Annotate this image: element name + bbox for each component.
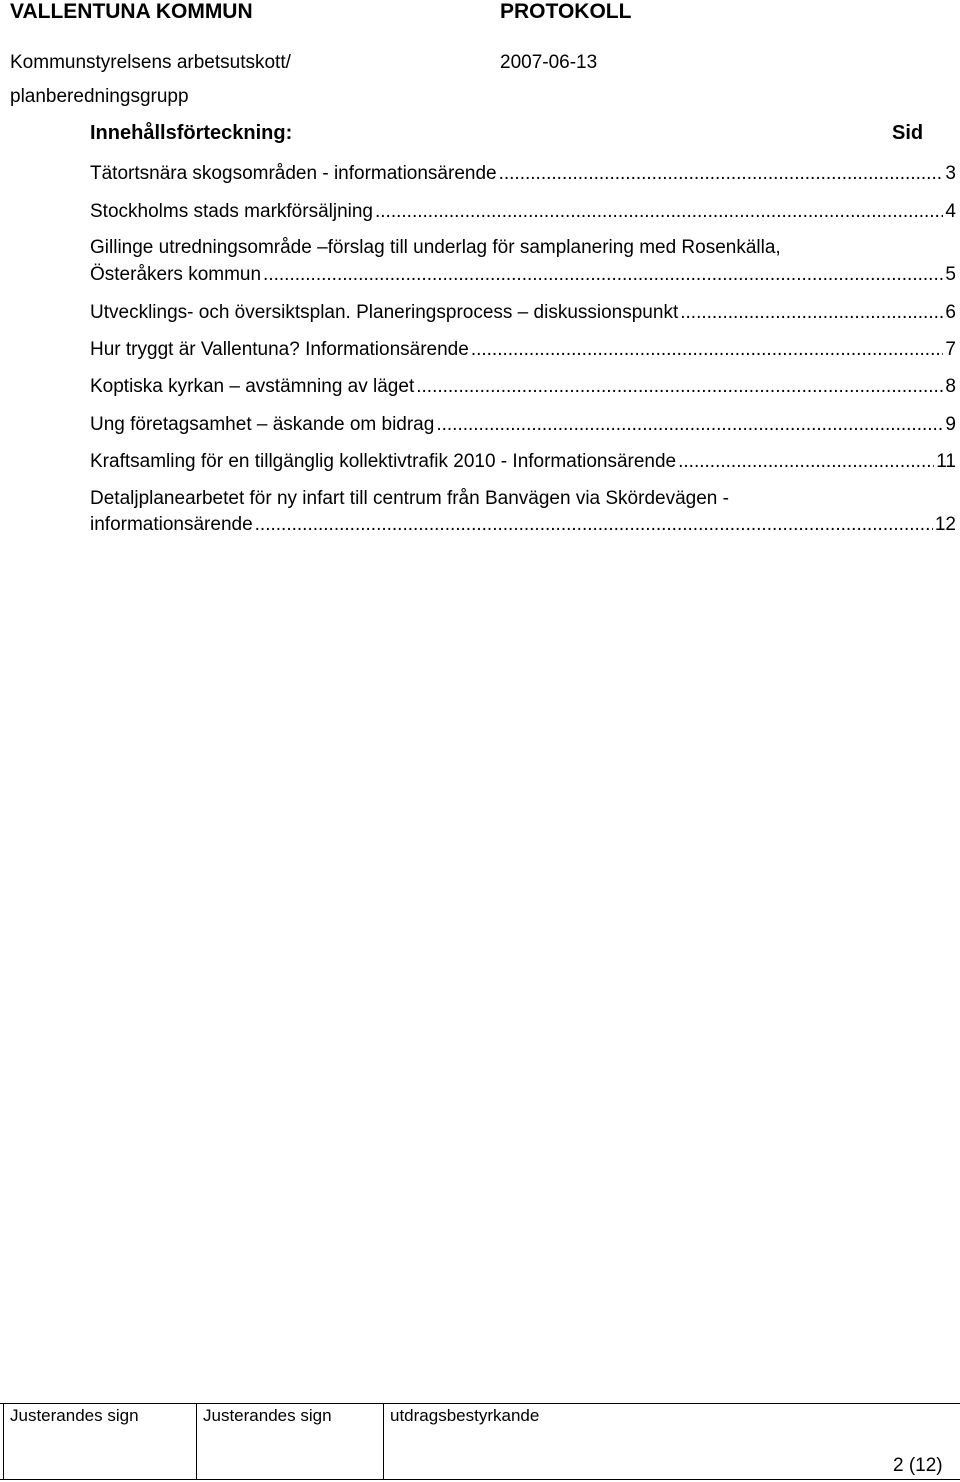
- toc-entry-title: Kraftsamling för en tillgänglig kollektivtrafik 2010 - Informationsärende: [90, 451, 677, 472]
- committee-name: Kommunstyrelsens arbetsutskott/: [10, 52, 291, 73]
- toc-entry-page: 4: [945, 201, 956, 222]
- toc-entry-page: 11: [936, 451, 956, 472]
- toc-leader-dots: [255, 514, 933, 536]
- toc-entry[interactable]: [90, 339, 956, 361]
- toc-title: Innehållsförteckning:: [90, 122, 293, 144]
- footer-extract-label: utdragsbestyrkande: [390, 1406, 540, 1425]
- toc-entry-page: 8: [945, 376, 956, 397]
- toc-entry-title: Österåkers kommun: [90, 264, 262, 285]
- toc-leader-dots: [263, 264, 943, 286]
- footer-divider: [196, 1403, 197, 1479]
- footer-top-rule: [0, 1403, 960, 1404]
- toc-entry[interactable]: [90, 201, 956, 223]
- footer-divider: [383, 1403, 384, 1479]
- committee-name-cont: planberedningsgrupp: [10, 86, 189, 107]
- page-number: 2 (12): [893, 1455, 943, 1476]
- toc-entry-title: Stockholms stads markförsäljning: [90, 201, 373, 222]
- toc-leader-dots: [680, 302, 943, 324]
- toc-page-column-label: Sid: [892, 122, 924, 144]
- meeting-date: 2007-06-13: [500, 52, 598, 73]
- toc-entry-title: Koptiska kyrkan – avstämning av läget: [90, 376, 415, 397]
- toc-entry-title: informationsärende: [90, 514, 253, 535]
- toc-entry[interactable]: [90, 514, 956, 536]
- toc-leader-dots: [375, 201, 943, 223]
- toc-entry-page: 7: [945, 339, 956, 360]
- toc-leader-dots: [436, 414, 943, 436]
- footer-sign-label: Justerandes sign: [10, 1406, 139, 1425]
- toc-entry[interactable]: [90, 451, 956, 473]
- toc-entry-title: Hur tryggt är Vallentuna? Informationsärende: [90, 339, 469, 360]
- toc-entry-page: 9: [945, 414, 956, 435]
- toc-leader-dots: [471, 339, 944, 361]
- toc-leader-dots: [678, 451, 934, 473]
- toc-leader-dots: [499, 163, 944, 185]
- toc-entry-title: Ung företagsamhet – äskande om bidrag: [90, 414, 435, 435]
- toc-entry-title-line1: Gillinge utredningsområde –förslag till underlag för samplanering med Rosenkälla,: [90, 237, 781, 258]
- toc-entry-title-line1: Detaljplanearbetet för ny infart till centrum från Banvägen via Skördevägen -: [90, 488, 729, 509]
- toc-entry-page: 6: [945, 302, 956, 323]
- toc-entry-title: Utvecklings- och översiktsplan. Planeringsprocess – diskussionspunkt: [90, 302, 679, 323]
- document-type: PROTOKOLL: [500, 0, 632, 23]
- toc-entry-page: 5: [945, 264, 956, 285]
- toc-entry-page: 3: [945, 163, 956, 184]
- footer-divider: [3, 1403, 4, 1479]
- toc-entry[interactable]: [90, 302, 956, 324]
- toc-entry[interactable]: [90, 163, 956, 185]
- org-name: VALLENTUNA KOMMUN: [10, 0, 253, 23]
- toc-entry[interactable]: [90, 264, 956, 286]
- footer-bottom-rule: [0, 1479, 960, 1480]
- toc-entry-title: Tätortsnära skogsområden - informationsärende: [90, 163, 497, 184]
- toc-entry[interactable]: [90, 376, 956, 398]
- toc-entry[interactable]: [90, 414, 956, 436]
- toc-leader-dots: [416, 376, 943, 398]
- toc-entry-page: 12: [934, 514, 956, 535]
- footer-sign-label: Justerandes sign: [203, 1406, 332, 1425]
